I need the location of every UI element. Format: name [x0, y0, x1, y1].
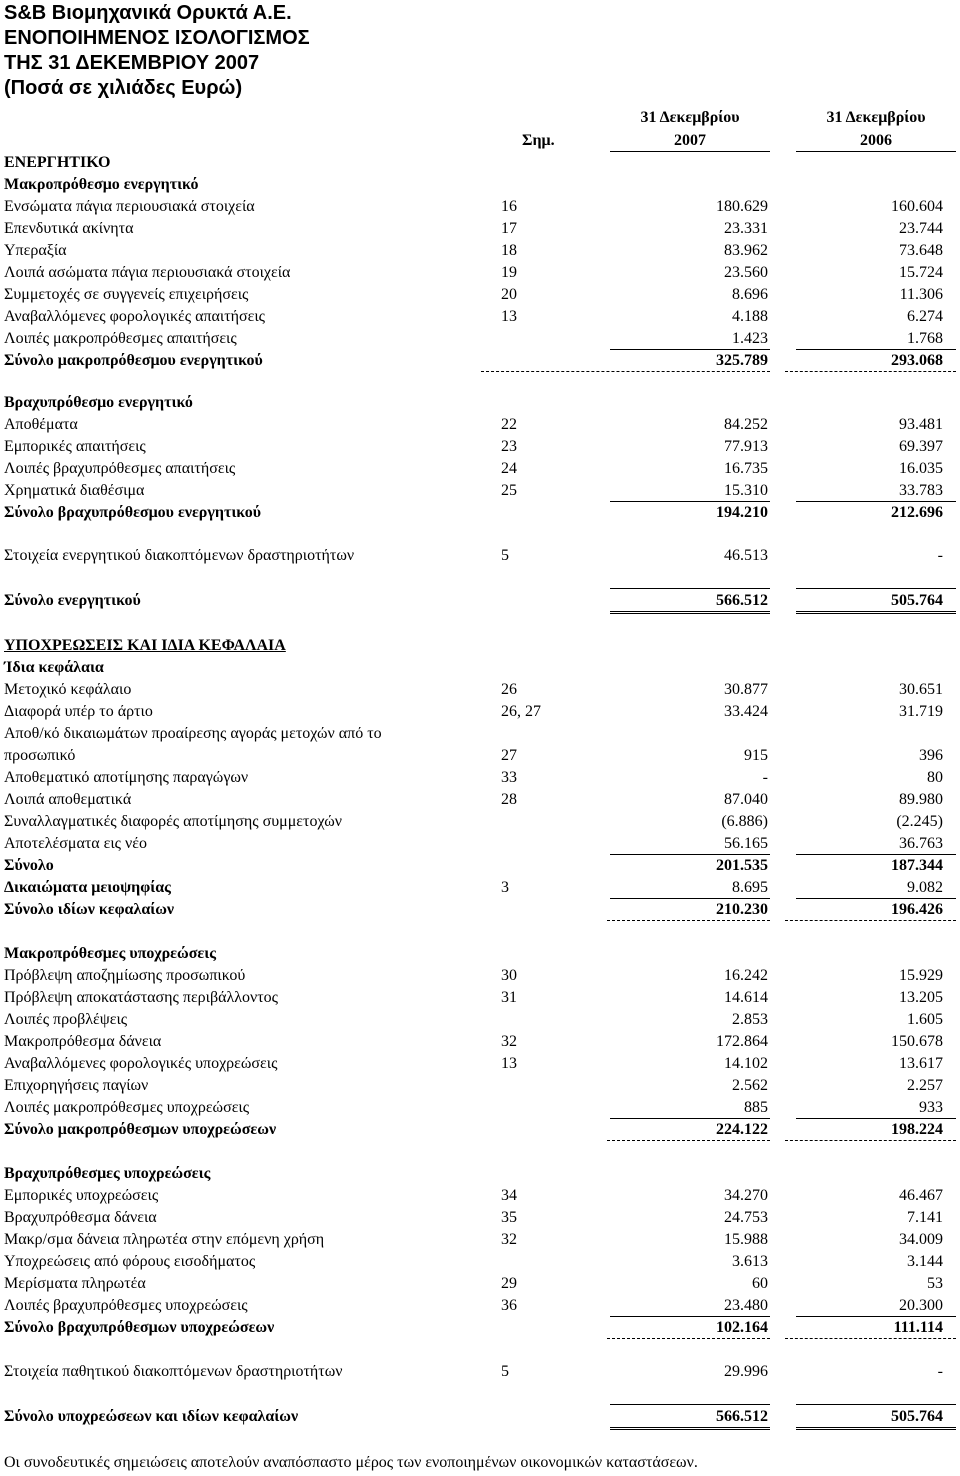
row-label: ΥΠΟΧΡΕΩΣΕΙΣ ΚΑΙ ΙΔΙΑ ΚΕΦΑΛΑΙΑ	[4, 637, 286, 654]
table-row	[0, 789, 960, 811]
table-row	[0, 545, 960, 567]
row-note: 26, 27	[501, 703, 541, 720]
table-row	[0, 328, 960, 350]
row-label: Ίδια κεφάλαια	[4, 659, 104, 676]
table-row	[0, 701, 960, 723]
row-note: 18	[501, 242, 517, 259]
row-value-2007: 224.122	[716, 1121, 768, 1138]
row-value-2007: 14.614	[724, 989, 768, 1006]
row-value-2007: -	[762, 769, 768, 786]
statement-units: (Ποσά σε χιλιάδες Ευρώ)	[4, 77, 243, 99]
row-value-2007: 14.102	[724, 1055, 768, 1072]
row-note: 13	[501, 308, 517, 325]
col-2007-header-line2: 2007	[674, 132, 706, 149]
row-note: 20	[501, 286, 517, 303]
table-row	[0, 414, 960, 436]
row-label: Αποθέματα	[4, 416, 78, 433]
table-row	[0, 1053, 960, 1075]
row-value-2007: 885	[744, 1099, 768, 1116]
row-value-2007: 87.040	[724, 791, 768, 808]
table-row	[0, 811, 960, 833]
row-note: 27	[501, 747, 517, 764]
statement-date: ΤΗΣ 31 ΔΕΚΕΜΒΡΙΟΥ 2007	[4, 52, 260, 74]
row-label: Λοιπές προβλέψεις	[4, 1011, 128, 1028]
row-label: Σύνολο μακροπρόθεσμου ενεργητικού	[4, 352, 263, 369]
row-value-2007: 16.735	[724, 460, 768, 477]
row-label: Μακροπρόθεσμες υποχρεώσεις	[4, 945, 216, 962]
table-row	[0, 965, 960, 987]
row-label: Αναβαλλόμενες φορολογικές απαιτήσεις	[4, 308, 266, 325]
row-value-2006: 7.141	[907, 1209, 943, 1226]
row-value-2006: 20.300	[899, 1297, 943, 1314]
row-value-2006: 73.648	[899, 242, 943, 259]
row-label: Λοιπές βραχυπρόθεσμες απαιτήσεις	[4, 460, 236, 477]
row-total-noncurrent-liabilities	[0, 1119, 960, 1141]
row-value-2006: 15.724	[899, 264, 943, 281]
row-value-2006: 15.929	[899, 967, 943, 984]
row-value-2007: 2.562	[732, 1077, 768, 1094]
table-row	[0, 306, 960, 328]
note-column-header: Σημ.	[522, 132, 555, 149]
company-name: S&B Βιομηχανικά Ορυκτά Α.Ε.	[4, 2, 292, 24]
row-value-2006: -	[937, 1363, 943, 1380]
row-label: Επιχορηγήσεις παγίων	[4, 1077, 149, 1094]
row-note: 24	[501, 460, 517, 477]
table-row	[0, 480, 960, 502]
row-value-2006: 293.068	[891, 352, 943, 369]
row-label: Πρόβλεψη αποζημίωσης προσωπικού	[4, 967, 246, 984]
table-row	[0, 1031, 960, 1053]
row-value-2007: 33.424	[724, 703, 768, 720]
row-label: Λοιπές βραχυπρόθεσμες υποχρεώσεις	[4, 1297, 248, 1314]
subtotal-rule-2007	[610, 588, 770, 589]
row-note: 5	[501, 547, 509, 564]
table-row	[0, 1207, 960, 1229]
row-current-liabilities-heading	[0, 1163, 960, 1185]
row-note: 23	[501, 438, 517, 455]
row-label: Βραχυπρόθεσμες υποχρεώσεις	[4, 1165, 211, 1182]
row-value-2007: 23.480	[724, 1297, 768, 1314]
row-label: Σύνολο βραχυπρόθεσμου ενεργητικού	[4, 504, 261, 521]
row-label: Μερίσματα πληρωτέα	[4, 1275, 146, 1292]
row-label: Βραχυπρόθεσμο ενεργητικό	[4, 394, 193, 411]
table-row	[0, 1009, 960, 1031]
row-value-2006: 11.306	[899, 286, 943, 303]
row-value-2006: 2.257	[907, 1077, 943, 1094]
row-note: 5	[501, 1363, 509, 1380]
row-minority-interest	[0, 877, 960, 899]
row-equity-heading	[0, 657, 960, 679]
table-row	[0, 1185, 960, 1207]
row-label: Αποτελέσματα εις νέο	[4, 835, 147, 852]
total-rule-2006	[785, 371, 956, 372]
row-note: 35	[501, 1209, 517, 1226]
table-row	[0, 240, 960, 262]
row-label: Λοιπά αποθεματικά	[4, 791, 132, 808]
row-label: Λοιπές μακροπρόθεσμες υποχρεώσεις	[4, 1099, 250, 1116]
row-value-2006: 33.783	[899, 482, 943, 499]
row-value-2006: 80	[927, 769, 943, 786]
table-row	[0, 218, 960, 240]
row-value-2006: 505.764	[891, 1408, 943, 1425]
row-value-2007: 30.877	[724, 681, 768, 698]
row-value-2007: 8.696	[732, 286, 768, 303]
row-value-2007: 566.512	[716, 592, 768, 609]
footnote: Οι συνοδευτικές σημειώσεις αποτελούν αναπόσπαστο μέρος των ενοποιημένων οικονομικών καταστάσεων.	[4, 1454, 698, 1471]
row-total-current-assets	[0, 502, 960, 524]
row-note: 26	[501, 681, 517, 698]
total-rule-2007	[607, 1338, 770, 1339]
row-value-2006: 31.719	[899, 703, 943, 720]
row-label: Λοιπές μακροπρόθεσμες απαιτήσεις	[4, 330, 237, 347]
row-equity-subtotal	[0, 855, 960, 877]
table-row	[0, 436, 960, 458]
row-value-2006: 34.009	[899, 1231, 943, 1248]
row-label: ΕΝΕΡΓΗΤΙΚΟ	[4, 154, 111, 171]
row-value-2007: 16.242	[724, 967, 768, 984]
row-label: Επενδυτικά ακίνητα	[4, 220, 134, 237]
row-total-assets	[0, 590, 960, 612]
table-row	[0, 1361, 960, 1383]
total-rule-2007	[481, 371, 770, 372]
row-value-2006: 13.205	[899, 989, 943, 1006]
table-row	[0, 679, 960, 701]
row-label: Σύνολο ενεργητικού	[4, 592, 141, 609]
row-value-2006: 23.744	[899, 220, 943, 237]
row-value-2007: 1.423	[732, 330, 768, 347]
row-value-2006: 89.980	[899, 791, 943, 808]
row-note: 16	[501, 198, 517, 215]
row-value-2007: 915	[744, 747, 768, 764]
row-value-2007: 29.996	[724, 1363, 768, 1380]
row-label: Συναλλαγματικές διαφορές αποτίμησης συμμετοχών	[4, 813, 342, 830]
row-liabilities-equity-heading	[0, 635, 960, 657]
row-label: Πρόβλεψη αποκατάστασης περιβάλλοντος	[4, 989, 279, 1006]
col-2006-header-line1: 31 Δεκεμβρίου	[826, 109, 926, 126]
row-note: 31	[501, 989, 517, 1006]
row-note: 25	[501, 482, 517, 499]
row-value-2007: 566.512	[716, 1408, 768, 1425]
row-note: 34	[501, 1187, 517, 1204]
row-value-2006: -	[937, 547, 943, 564]
table-row	[0, 262, 960, 284]
row-label: Δικαιώματα μειοψηφίας	[4, 879, 171, 896]
total-rule-2007	[607, 920, 770, 921]
row-value-2006: 36.763	[899, 835, 943, 852]
row-label: Αποθεματικό αποτίμησης παραγώγων	[4, 769, 249, 786]
row-value-2007: 60	[752, 1275, 768, 1292]
row-label: Μακροπρόθεσμα δάνεια	[4, 1033, 162, 1050]
total-rule-2006	[785, 920, 956, 921]
table-row	[0, 1295, 960, 1317]
row-value-2006: 53	[927, 1275, 943, 1292]
subtotal-rule-2006	[796, 588, 956, 589]
table-row	[0, 1075, 960, 1097]
grand-total-rule-2006	[796, 1427, 956, 1430]
table-row	[0, 833, 960, 855]
subtotal-rule-2007	[610, 1404, 770, 1405]
row-label: Μετοχικό κεφάλαιο	[4, 681, 132, 698]
row-value-2007: 34.270	[724, 1187, 768, 1204]
row-value-2006: 46.467	[899, 1187, 943, 1204]
row-note: 28	[501, 791, 517, 808]
table-row	[0, 1251, 960, 1273]
row-total-noncurrent-assets	[0, 350, 960, 372]
row-label: Ενσώματα πάγια περιουσιακά στοιχεία	[4, 198, 255, 215]
row-value-2006: 150.678	[891, 1033, 943, 1050]
row-total-equity	[0, 899, 960, 921]
row-value-2006: 111.114	[893, 1319, 943, 1336]
row-label: Αναβαλλόμενες φορολογικές υποχρεώσεις	[4, 1055, 278, 1072]
row-label: Στοιχεία παθητικού διακοπτόμενων δραστηριοτήτων	[4, 1363, 343, 1380]
table-row	[0, 987, 960, 1009]
row-noncurrent-liabilities-heading	[0, 943, 960, 965]
table-row	[0, 1273, 960, 1295]
row-label: Σύνολο βραχυπρόθεσμων υποχρεώσεων	[4, 1319, 275, 1336]
table-row	[0, 1229, 960, 1251]
row-value-2007: 3.613	[732, 1253, 768, 1270]
table-row	[0, 1097, 960, 1119]
table-row	[0, 196, 960, 218]
row-value-2006: 212.696	[891, 504, 943, 521]
row-label: Υποχρεώσεις από φόρους εισοδήματος	[4, 1253, 256, 1270]
row-noncurrent-assets-heading	[0, 174, 960, 196]
row-label: Αποθ/κό δικαιωμάτων προαίρεσης αγοράς μετοχών από το	[4, 725, 382, 742]
row-value-2007: 194.210	[716, 504, 768, 521]
row-value-2007: 23.331	[724, 220, 768, 237]
row-value-2007: 24.753	[724, 1209, 768, 1226]
statement-title: ΕΝΟΠΟΙΗΜΕΝΟΣ ΙΣΟΛΟΓΙΣΜΟΣ	[4, 27, 310, 49]
row-value-2007: 210.230	[716, 901, 768, 918]
row-value-2007: 4.188	[732, 308, 768, 325]
row-label: Σύνολο μακροπρόθεσμων υποχρεώσεων	[4, 1121, 277, 1138]
row-total-liabilities-equity	[0, 1406, 960, 1428]
row-note: 29	[501, 1275, 517, 1292]
row-note: 32	[501, 1033, 517, 1050]
row-value-2007: 180.629	[716, 198, 768, 215]
row-value-2006: 13.617	[899, 1055, 943, 1072]
row-value-2006: 9.082	[907, 879, 943, 896]
row-note: 22	[501, 416, 517, 433]
row-label: Σύνολο	[4, 857, 54, 874]
row-value-2007: 84.252	[724, 416, 768, 433]
table-row	[0, 723, 960, 745]
row-note: 13	[501, 1055, 517, 1072]
row-value-2006: 396	[919, 747, 943, 764]
row-assets-heading	[0, 152, 960, 174]
row-value-2006: 933	[919, 1099, 943, 1116]
table-row	[0, 767, 960, 789]
row-note: 17	[501, 220, 517, 237]
row-label: Υπεραξία	[4, 242, 67, 259]
table-row	[0, 284, 960, 306]
row-note: 19	[501, 264, 517, 281]
row-value-2006: 1.605	[907, 1011, 943, 1028]
col-2007-header-line1: 31 Δεκεμβρίου	[640, 109, 740, 126]
row-value-2007: 77.913	[724, 438, 768, 455]
row-value-2007: 8.695	[732, 879, 768, 896]
row-value-2007: 102.164	[716, 1319, 768, 1336]
row-value-2006: 160.604	[891, 198, 943, 215]
total-rule-2006	[785, 1338, 956, 1339]
row-value-2007: 201.535	[716, 857, 768, 874]
row-current-assets-heading	[0, 392, 960, 414]
row-label: Εμπορικές απαιτήσεις	[4, 438, 146, 455]
row-value-2006: 187.344	[891, 857, 943, 874]
grand-total-rule-2007	[610, 611, 770, 614]
row-value-2006: 16.035	[899, 460, 943, 477]
row-label: Μακρ/σμα δάνεια πληρωτέα στην επόμενη χρήση	[4, 1231, 325, 1248]
row-note: 33	[501, 769, 517, 786]
row-label: Σύνολο ιδίων κεφαλαίων	[4, 901, 175, 918]
grand-total-rule-2007	[610, 1427, 770, 1430]
row-total-current-liabilities	[0, 1317, 960, 1339]
row-label: Εμπορικές υποχρεώσεις	[4, 1187, 159, 1204]
row-value-2007: 56.165	[724, 835, 768, 852]
row-value-2006: 196.426	[891, 901, 943, 918]
row-value-2006: 6.274	[907, 308, 943, 325]
row-value-2006: 1.768	[907, 330, 943, 347]
row-label: Μακροπρόθεσμο ενεργητικό	[4, 176, 199, 193]
total-rule-2006	[785, 1140, 956, 1141]
row-note: 3	[501, 879, 509, 896]
row-value-2006: 69.397	[899, 438, 943, 455]
total-rule-2007	[607, 1140, 770, 1141]
row-label: Συμμετοχές σε συγγενείς επιχειρήσεις	[4, 286, 249, 303]
row-value-2006: 505.764	[891, 592, 943, 609]
row-note: 36	[501, 1297, 517, 1314]
row-label: προσωπικό	[4, 747, 76, 764]
row-value-2007: 172.864	[716, 1033, 768, 1050]
table-row	[0, 745, 960, 767]
row-value-2006: 30.651	[899, 681, 943, 698]
row-value-2006: 93.481	[899, 416, 943, 433]
subtotal-rule-2006	[796, 1404, 956, 1405]
row-value-2007: 83.962	[724, 242, 768, 259]
row-note: 32	[501, 1231, 517, 1248]
row-label: Βραχυπρόθεσμα δάνεια	[4, 1209, 157, 1226]
row-label: Στοιχεία ενεργητικού διακοπτόμενων δραστηριοτήτων	[4, 547, 355, 564]
table-row	[0, 458, 960, 480]
row-value-2006: (2.245)	[896, 813, 943, 830]
row-value-2007: 15.988	[724, 1231, 768, 1248]
row-value-2007: (6.886)	[721, 813, 768, 830]
row-value-2007: 15.310	[724, 482, 768, 499]
col-2006-header-line2: 2006	[860, 132, 892, 149]
row-label: Χρηματικά διαθέσιμα	[4, 482, 145, 499]
row-label: Διαφορά υπέρ το άρτιο	[4, 703, 153, 720]
row-note: 30	[501, 967, 517, 984]
grand-total-rule-2006	[796, 611, 956, 614]
row-value-2006: 198.224	[891, 1121, 943, 1138]
row-label: Λοιπά ασώματα πάγια περιουσιακά στοιχεία	[4, 264, 291, 281]
row-value-2007: 2.853	[732, 1011, 768, 1028]
row-value-2007: 325.789	[716, 352, 768, 369]
row-value-2006: 3.144	[907, 1253, 943, 1270]
row-label: Σύνολο υποχρεώσεων και ιδίων κεφαλαίων	[4, 1408, 299, 1425]
row-value-2007: 23.560	[724, 264, 768, 281]
row-value-2007: 46.513	[724, 547, 768, 564]
